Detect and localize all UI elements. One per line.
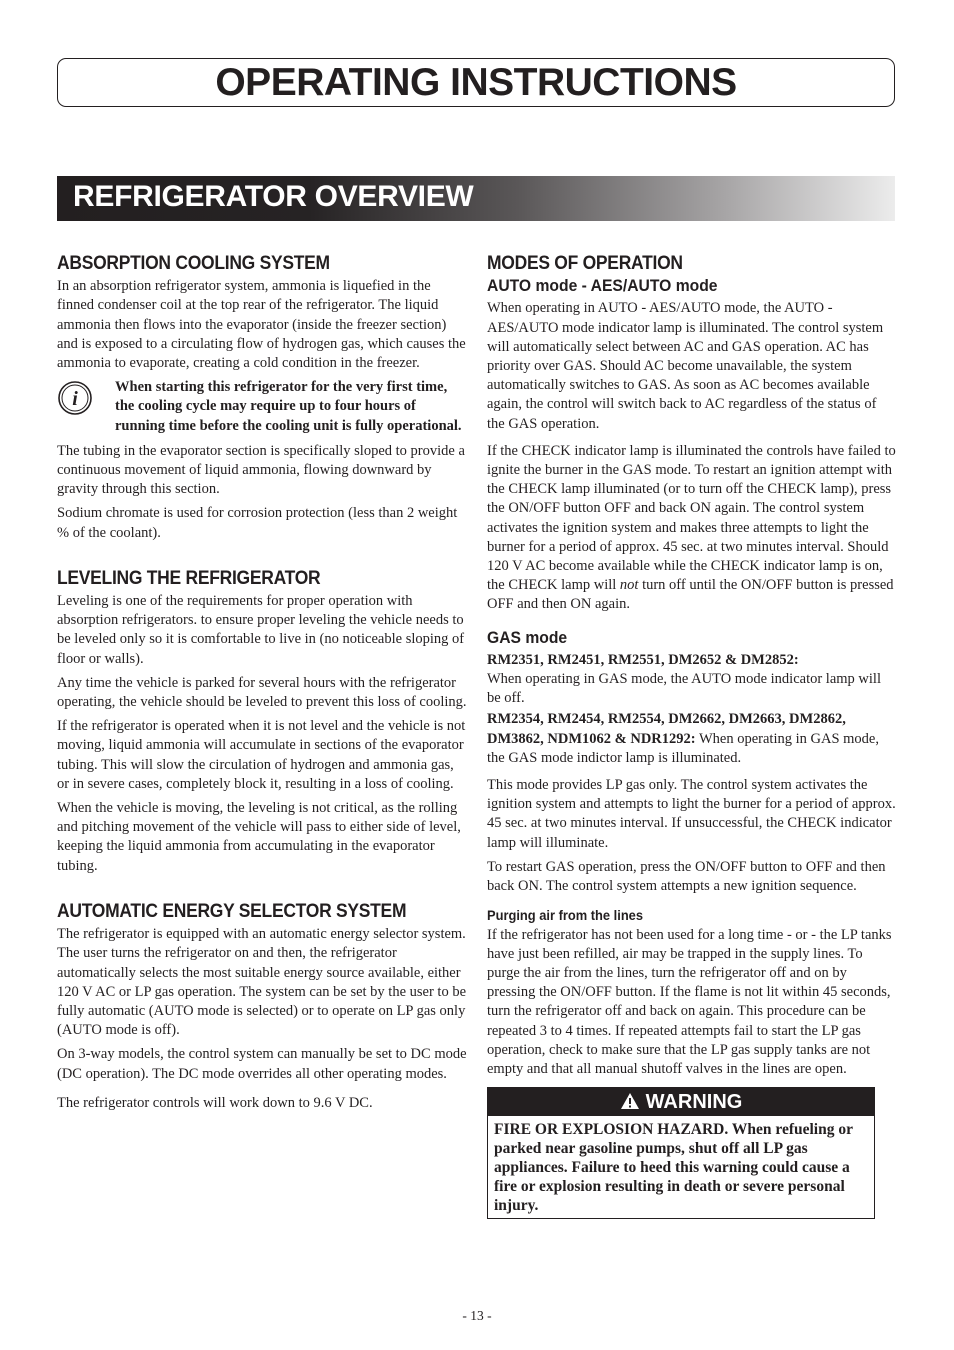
auto-paragraph-2-start: If the CHECK indicator lamp is illuminated the controls have failed to ignite the burner in the GAS mode. To restart an ignition attempt with the CHECK lamp illuminated (or to turn off the CHECK lamp), press the ON/OFF button OFF and back ON again. The control system activates the ignition system and makes three attempts to light the burner for a period of approx. 45 sec. at two minutes interval. Should 120 V AC become available while the CHECK indicator lamp is on, the CHECK lamp will xyxy=(487,442,896,594)
absorption-paragraph-2: The tubing in the evaporator section is specifically sloped to provide a continuous movement of liquid ammonia, flowing downward by gravity through this section. xyxy=(57,442,465,498)
section-title: REFRIGERATOR OVERVIEW xyxy=(73,180,474,213)
leveling-paragraph-2: Any time the vehicle is parked for several hours with the refrigerator operating, the vehicle should be leveled to prevent this loss of cooling. xyxy=(57,674,467,711)
auto-paragraph-1: When operating in AUTO - AES/AUTO mode, the AUTO - AES/AUTO mode indicator lamp is illuminated. The control system will automatically select between AC and GAS operation. AC has priority over GAS. Should AC become unavailable, the system automatically switches to GAS. As soon as AC becomes available again, the control will switch back to AC regardless of the status of the GAS operation. xyxy=(487,300,884,432)
modes-heading: MODES OF OPERATION xyxy=(487,253,683,274)
warning-label: WARNING xyxy=(645,1091,743,1114)
purge-heading: Purging air from the lines xyxy=(487,907,644,924)
gas-models-2 xyxy=(487,710,897,768)
absorption-paragraph-3: Sodium chromate is used for corrosion protection (less than 2 weight % of the coolant). xyxy=(57,505,458,541)
purge-paragraph: If the refrigerator has not been used for a long time - or - the LP tanks have just been refilled, air may be trapped in the supply lines. To purge the air from the lines, turn the refrigerator off and on by pressing the ON/OFF button. If the flame is not lit within 45 seconds, turn the refrigerator off and back on again. This procedure can be repeated 3 to 4 times. If repeated attempts fail to start the LP gas operation, check to make sure that the LP gas supply tanks are not empty and that all manual shutoff valves in the lines are open. xyxy=(487,926,892,1077)
leveling-heading: LEVELING THE REFRIGERATOR xyxy=(57,567,321,589)
absorption-paragraph-1: In an absorption refrigerator system, ammonia is liquefied in the finned condenser coil at the top rear of the refrigerator. The liquid ammonia then flows into the evaporator (inside the freezer section) and is exposed to a circulating flow of hydrogen gas, which causes the ammonia to evaporate, creating a cold condition in the freezer. xyxy=(57,278,466,372)
gas-models-1-text: When operating in GAS mode, the AUTO mode indicator lamp will be off. xyxy=(487,671,881,707)
title-box xyxy=(57,58,895,107)
leveling-paragraph-1: Leveling is one of the requirements for proper operation with absorption refrigerators. to ensure proper leveling the vehicle needs to be leveled only so it is comfortable to live in (no noticeable sloping of floor or walls). xyxy=(57,593,465,667)
auto-mode-heading: AUTO mode - AES/AUTO mode xyxy=(487,277,718,296)
page-title: OPERATING INSTRUCTIONS xyxy=(215,61,737,104)
gas-models-2-list: RM2354, RM2454, RM2554, DM2662, DM2663, DM2862, DM3862, NDM1062 & NDR1292: xyxy=(487,711,846,747)
gas-models-1-list: RM2351, RM2451, RM2551, DM2652 & DM2852: xyxy=(487,651,799,668)
gas-paragraph-3: This mode provides LP gas only. The control system activates the ignition system and attempts to light the burner for a period of approx. 45 sec. at two minutes interval. If unsuccessful, the CHECK indicator lamp will illuminate. xyxy=(487,777,896,851)
warning-triangle-icon xyxy=(620,1092,640,1110)
gas-models-1 xyxy=(487,651,897,709)
info-icon xyxy=(57,378,115,436)
gas-models-2-text: When operating in GAS mode, the GAS mode indictor lamp is illuminated. xyxy=(487,730,879,766)
warning-text: FIRE OR EXPLOSION HAZARD. When refueling or parked near gasoline pumps, shut off all LP gas appliances. Failure to heed this warning could cause a fire or explosion resulting in death or severe personal injury. xyxy=(494,1121,853,1215)
leveling-paragraph-4: When the vehicle is moving, the leveling is not critical, as the rolling and pitching movement of the vehicle will pass to either side of level, keeping the liquid ammonia from accumulating in the evaporator tubing. xyxy=(57,800,461,874)
warning-box xyxy=(487,1087,875,1219)
aes-paragraph-2: On 3-way models, the control system can manually be set to DC mode (DC operation). The DC mode overrides all other operating modes. xyxy=(57,1046,467,1082)
info-note xyxy=(57,378,467,436)
aes-heading: AUTOMATIC ENERGY SELECTOR SYSTEM xyxy=(57,900,407,922)
warning-header xyxy=(488,1088,874,1116)
gas-mode-heading: GAS mode xyxy=(487,628,568,647)
auto-paragraph-2-end: turn off until the ON/OFF button is pressed OFF and then ON again. xyxy=(487,577,894,613)
section-banner xyxy=(57,176,895,221)
gas-paragraph-4: To restart GAS operation, press the ON/OFF button to OFF and then back ON. The control system attempts a new ignition sequence. xyxy=(487,858,886,895)
info-note-text: When starting this refrigerator for the very first time, the cooling cycle may require up to four hours of running time before the cooling unit is fully operational. xyxy=(115,379,462,434)
svg-text:i: i xyxy=(72,388,78,411)
auto-paragraph-2-emphasis: not xyxy=(619,577,639,594)
left-column xyxy=(57,254,467,1118)
aes-paragraph-3: The refrigerator controls will work down to 9.6 V DC. xyxy=(57,1094,373,1111)
leveling-paragraph-3: If the refrigerator is operated when it is not level and the vehicle is not moving, liquid ammonia will accumulate in sections of the evaporator tubing. This will slow the circulation of hydrogen and ammonia gas, or in severe cases, completely block it, resulting in a loss of cooling. xyxy=(57,718,466,792)
right-column xyxy=(487,254,897,1219)
aes-paragraph-1: The refrigerator is equipped with an automatic energy selector system. The user turns the refrigerator on and then, the refrigerator automatically selects the most suitable energy source available, either 120 V AC or LP gas operation. The system can be set by the user to be fully automatic (AUTO mode is selected) or to operate on LP gas only (AUTO mode is off). xyxy=(57,926,467,1039)
auto-paragraph-2 xyxy=(487,442,897,615)
page-number: - 13 - xyxy=(462,1308,492,1323)
absorption-heading: ABSORPTION COOLING SYSTEM xyxy=(57,253,330,274)
